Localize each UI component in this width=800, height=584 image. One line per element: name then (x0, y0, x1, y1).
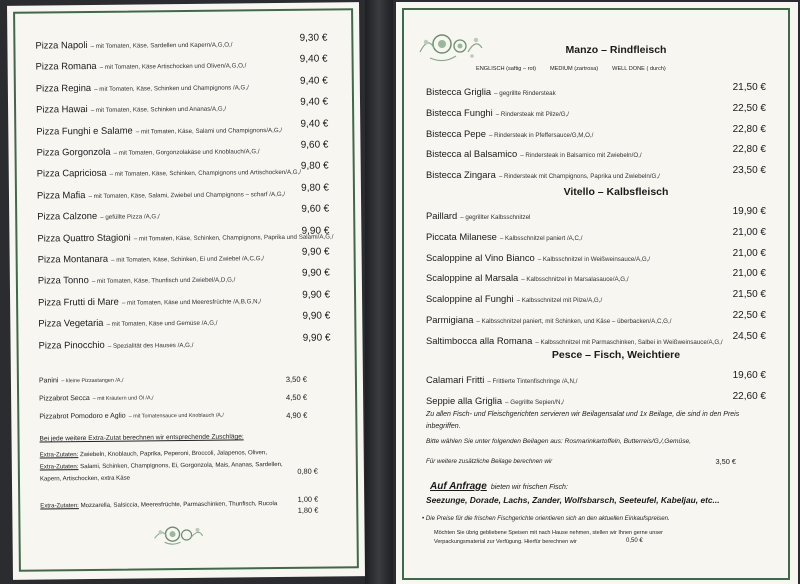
menu-item-price: 9,40 € (300, 118, 329, 130)
menu-item-name: Saltimbocca alla Romana (426, 334, 533, 346)
doneness-option: ENGLISCH (saftig – rot) (476, 66, 536, 72)
menu-item-name: Pizza Calzone (37, 210, 98, 222)
menu-item-price: 21,00 € (732, 247, 766, 259)
menu-item (426, 248, 766, 266)
menu-item-description: – mit Tomaten, Käse, Schinken, Champignons, Paprika und Salami/A,G,/ (133, 233, 334, 243)
menu-item (426, 206, 766, 224)
menu-item-price: 9,90 € (302, 332, 331, 344)
menu-item (426, 310, 766, 328)
menu-item-name: Pizza Regina (35, 81, 92, 94)
menu-item-description: – Rindersteak mit Champignons, Paprika und Zwiebeln/G,/ (498, 173, 660, 181)
menu-item-name: Piccata Milanese (426, 230, 497, 242)
menu-item-description: – mit Tomaten, Käse, Schinken, Ei und Zwiebel /A,C,G,/ (110, 255, 264, 264)
menu-item-price: 9,90 € (302, 289, 331, 301)
menu-item-name: Scaloppine al Funghi (426, 293, 514, 305)
menu-item-name: Bistecca al Balsamico (426, 148, 518, 160)
menu-item (36, 97, 328, 118)
extras-text: Zwiebeln, Knoblauch, Paprika, Peperoni, Broccoli, Jalapenos, Oliven, (79, 449, 268, 459)
menu-item-price: 22,80 € (732, 144, 766, 156)
menu-item-price: 22,50 € (732, 102, 766, 114)
menu-item (37, 161, 329, 182)
extras-label: Extra-Zutaten: (39, 463, 79, 471)
menu-item (426, 331, 766, 349)
packaging-price: 0,50 € (626, 538, 643, 544)
menu-item-price: 19,90 € (732, 206, 766, 217)
menu-item-price: 21,00 € (732, 226, 766, 238)
menu-item-description: – Gegrillte Sepien/N,/ (505, 398, 564, 406)
menu-item-description: – Kalbsschnitzel paniert /A,C,/ (499, 234, 583, 242)
menu-item-price: 9,30 € (299, 32, 328, 44)
menu-item (38, 246, 330, 267)
menu-item-name: Panini (38, 377, 59, 385)
menu-item-name: Pizza Mafia (36, 188, 86, 201)
menu-item-name: Seppie alla Griglia (426, 394, 503, 406)
menu-item-description: – kleine Pizzastangen /A,/ (61, 377, 124, 385)
pizza-list (35, 27, 332, 550)
extras-price: 0,80 € (297, 466, 318, 476)
menu-item-price: 9,80 € (301, 182, 329, 194)
menu-item-price: 9,90 € (301, 246, 330, 258)
menu-item-price: 4,90 € (286, 410, 308, 420)
doneness-options (476, 66, 766, 72)
menu-item (426, 124, 766, 142)
menu-item-price: 21,50 € (732, 289, 766, 301)
menu-item-name: Parmigiana (426, 314, 474, 325)
extras-text: Salami, Schinken, Champignons, Ei, Gorgonzola, Mais, Ananas, Sardellen, (80, 460, 283, 471)
menu-item (426, 268, 766, 286)
extras-line (40, 472, 332, 482)
menu-item-name: Pizza Napoli (35, 39, 88, 51)
menu-item-description: – Kalbsschnitzel in Weißweinsauce/A,G,/ (537, 255, 651, 263)
menu-item-description: – mit Tomaten, Käse, Salami und Champignons/A,G,/ (135, 126, 283, 136)
menu-item-price: 3,50 € (285, 374, 307, 384)
menu-item-price: 21,00 € (732, 268, 766, 280)
menu-item-description: – Kalbsschnitzel mit Parmaschinken, Salbei in Weißweinsauce/A,G,/ (535, 338, 723, 346)
menu-item-name: Pizzabrot Pomodoro e Aglio (39, 412, 126, 421)
extras-price: 1,00 € (297, 494, 319, 504)
menu-item-description: – Kalbsschnitzel in Marsalasauce/A,G,/ (521, 276, 629, 284)
menu-item-price: 4,50 € (285, 392, 308, 402)
menu-item-description: – gegrillter Kalbsschnitzel (460, 214, 531, 221)
menu-item-name: Scaloppine al Marsala (426, 272, 519, 284)
menu-item (38, 268, 330, 289)
menu-item-price: 9,40 € (300, 96, 329, 108)
doneness-option: WELL DONE ( durch) (612, 66, 666, 72)
side-dish-options: Bitte wählen Sie unter folgenden Beilagen aus: Rosmarinkartoffeln, Butterreis/G,/,Gemüse, (426, 438, 691, 445)
extras-note: Bei jede weitere Extra-Zutat berechnen wir entsprechende Zuschläge: (39, 433, 244, 443)
menu-item-description: – mit Tomaten, Käse Artischocken und Oliven/A,G,O,/ (99, 62, 247, 72)
fresh-fish-offer (430, 476, 766, 494)
menu-item-description: – mit Tomaten, Käse und Gemüse /A,G,/ (106, 319, 218, 329)
menu-item-name: Pizza Romana (35, 60, 97, 72)
menu-item-price: 9,80 € (300, 160, 329, 173)
menu-item-description: – Rindersteak mit Pilze/G,/ (495, 110, 569, 118)
menu-item-description: – mit Tomaten, Gorgonzolakäse und Knoblauch/A,G,/ (113, 148, 260, 157)
menu-item-name: Bistecca Funghi (426, 106, 493, 118)
section-title-manzo: Manzo – Rindfleisch (565, 44, 667, 56)
menu-item-name: Pizza Capriciosa (36, 167, 107, 179)
menu-item (37, 204, 329, 225)
menu-item-description: – Spezialität des Hauses /A,G,/ (107, 341, 194, 350)
menu-item-name: Pizza Gorgonzola (36, 145, 111, 158)
menu-item-name: Pizza Quattro Stagioni (37, 231, 131, 244)
menu-item-name: Bistecca Griglia (426, 86, 492, 97)
main-course-list (422, 2, 766, 584)
menu-item-name: Pizza Pinocchio (38, 338, 105, 351)
extra-side-note: Für weitere zusätzliche Beilage berechnen wir (426, 458, 553, 465)
menu-item-description: – Kalbsschnitzel mit Pilze/A,G,/ (516, 297, 603, 305)
takeaway-note: Möchten Sie übrig gebliebene Speisen mit nach Hause nehmen, stellen wir Ihnen gerne unser (434, 530, 664, 536)
menu-item (38, 311, 330, 332)
extras-label: Extra-Zutaten: (40, 502, 79, 510)
menu-item-price: 19,60 € (732, 370, 766, 381)
menu-item (426, 227, 766, 245)
menu-item (35, 33, 327, 54)
on-request-label: Auf Anfrage (430, 481, 487, 492)
extras-price: 1,80 € (297, 505, 319, 515)
on-request-text: bieten wir frischen Fisch: (490, 484, 568, 491)
section-title-pesce: Pesce – Fisch, Weichtiere (551, 349, 681, 361)
menu-item (426, 82, 766, 100)
menu-item-price: 22,60 € (732, 390, 766, 402)
menu-item-price: 9,40 € (299, 53, 328, 66)
menu-item-price: 23,50 € (732, 165, 766, 177)
extras-line (40, 448, 332, 458)
menu-item-description: – gefüllte Pizza /A,G,/ (100, 213, 160, 222)
menu-item (37, 182, 329, 203)
menu-item-name: Pizza Funghi e Salame (36, 124, 133, 137)
menu-item-description: – mit Tomatensauce und Knoblauch /A,/ (128, 412, 224, 420)
menu-item-price: 9,90 € (302, 310, 331, 322)
menu-item (36, 118, 328, 139)
menu-item (36, 54, 328, 75)
menu-item-price: 9,40 € (299, 75, 328, 87)
menu-item-description: – Rindersteak in Pfeffersauce/G,M,O,/ (488, 131, 594, 139)
menu-item-name: Bistecca Pepe (426, 127, 486, 139)
menu-item (38, 332, 330, 353)
menu-page-left (7, 2, 365, 580)
menu-item (38, 289, 330, 310)
menu-item-description: – gegrillte Rindersteak (494, 90, 556, 97)
extras-line (40, 460, 332, 470)
menu-item-name: Scaloppine al Vino Bianco (426, 251, 535, 263)
menu-item-name: Pizza Tonno (37, 274, 89, 286)
menu-item-price: 22,50 € (732, 310, 766, 321)
menu-item-name: Bistecca Zingara (426, 169, 496, 181)
menu-item (36, 140, 328, 161)
menu-item-description: – mit Tomaten, Käse, Salami, Zwiebel und Champignons – scharf /A,G,/ (88, 190, 286, 200)
side-dish-note: Zu allen Fisch- und Fleischgerichten servieren wir Beilagensalat und 1x Beilage, die sind in den Preis inbegriffen. (426, 411, 740, 430)
menu-page-right (396, 2, 798, 584)
extras-text: Mozzarella, Salsiccia, Meeresfrüchte, Parmaschinken, Thunfisch, Rucola (80, 500, 278, 510)
menu-item (426, 103, 766, 121)
doneness-option: MEDIUM (zartrosa) (550, 66, 599, 72)
section-title-vitello: Vitello – Kalbsfleisch (563, 186, 669, 198)
menu-item-price: 9,60 € (301, 203, 330, 215)
extras-text: Kapern, Artischocken, extra Käse (39, 474, 131, 483)
menu-item-description: – mit Kräutern und Öl /A,/ (92, 395, 154, 402)
menu-item-description: – mit Tomaten, Käse, Schinken, Champignons und Artischocken/A,G,/ (109, 169, 302, 179)
menu-item-description: – mit Tomaten, Käse, Schinken und Champignons /A,G,/ (94, 84, 249, 93)
menu-item (36, 75, 328, 96)
menu-item (426, 165, 766, 183)
menu-item-price: 22,80 € (732, 123, 766, 135)
menu-item-name: Pizza Montanara (37, 252, 109, 265)
menu-item-name: Pizzabrot Secca (39, 395, 90, 403)
extras-label: Extra-Zutaten: (39, 451, 79, 459)
floral-ornament-icon (150, 520, 206, 549)
menu-item (426, 289, 766, 307)
fresh-fish-price-note: • Die Preise für die frischen Fischgerichte orientieren sich an den aktuellen Einkaufspreisen. (422, 515, 670, 522)
menu-item-price: 9,90 € (301, 225, 330, 237)
menu-item-name: Calamari Fritti (426, 374, 485, 385)
menu-item (426, 391, 766, 409)
menu-item-description: – mit Tomaten, Käse und Meeresfrüchte /A,B,G,N,/ (121, 298, 262, 307)
fresh-fish-list: Seezunge, Dorade, Lachs, Zander, Wolfsbarsch, Seeteufel, Kabeljau, etc... (426, 495, 720, 505)
menu-item-description: – Frittierte Tintenfischringe /A,N,/ (487, 378, 578, 385)
menu-item-name: Pizza Frutti di Mare (38, 295, 119, 308)
menu-item (37, 225, 334, 246)
extras-line (40, 499, 332, 509)
menu-item-description: – Kalbsschnitzel paniert, mit Schinken, und Käse – überbacken/A,C,G,/ (476, 318, 672, 325)
menu-item-price: 24,50 € (732, 330, 766, 342)
takeaway-note-2: Verpackungsmaterial zur Verfügung. Hierfür berechnen wir (434, 539, 577, 545)
extra-side-price: 3,50 € (715, 457, 736, 466)
menu-spine (365, 0, 393, 584)
menu-item-price: 9,60 € (300, 139, 329, 151)
menu-item (426, 144, 766, 162)
menu-item-name: Paillard (426, 210, 458, 221)
menu-item-name: Pizza Hawai (36, 103, 88, 115)
menu-item-description: – Rindersteak in Balsamico mit Zwiebeln/O,/ (520, 152, 642, 160)
extras-line (40, 484, 332, 487)
menu-item (426, 370, 766, 388)
menu-item-description: – mit Tomaten, Käse, Sardellen und Kapern/A,G,O,/ (90, 41, 233, 50)
menu-item-description: – mit Tomaten, Käse, Thunfisch und Zwiebel/A,D,G,/ (91, 276, 236, 286)
menu-item-price: 21,50 € (732, 82, 766, 93)
menu-item-name: Pizza Vegetaria (38, 317, 104, 329)
menu-item-price: 9,90 € (301, 267, 330, 280)
menu-item-description: – mit Tomaten, Käse, Schinken und Ananas/A,G,/ (90, 105, 227, 115)
